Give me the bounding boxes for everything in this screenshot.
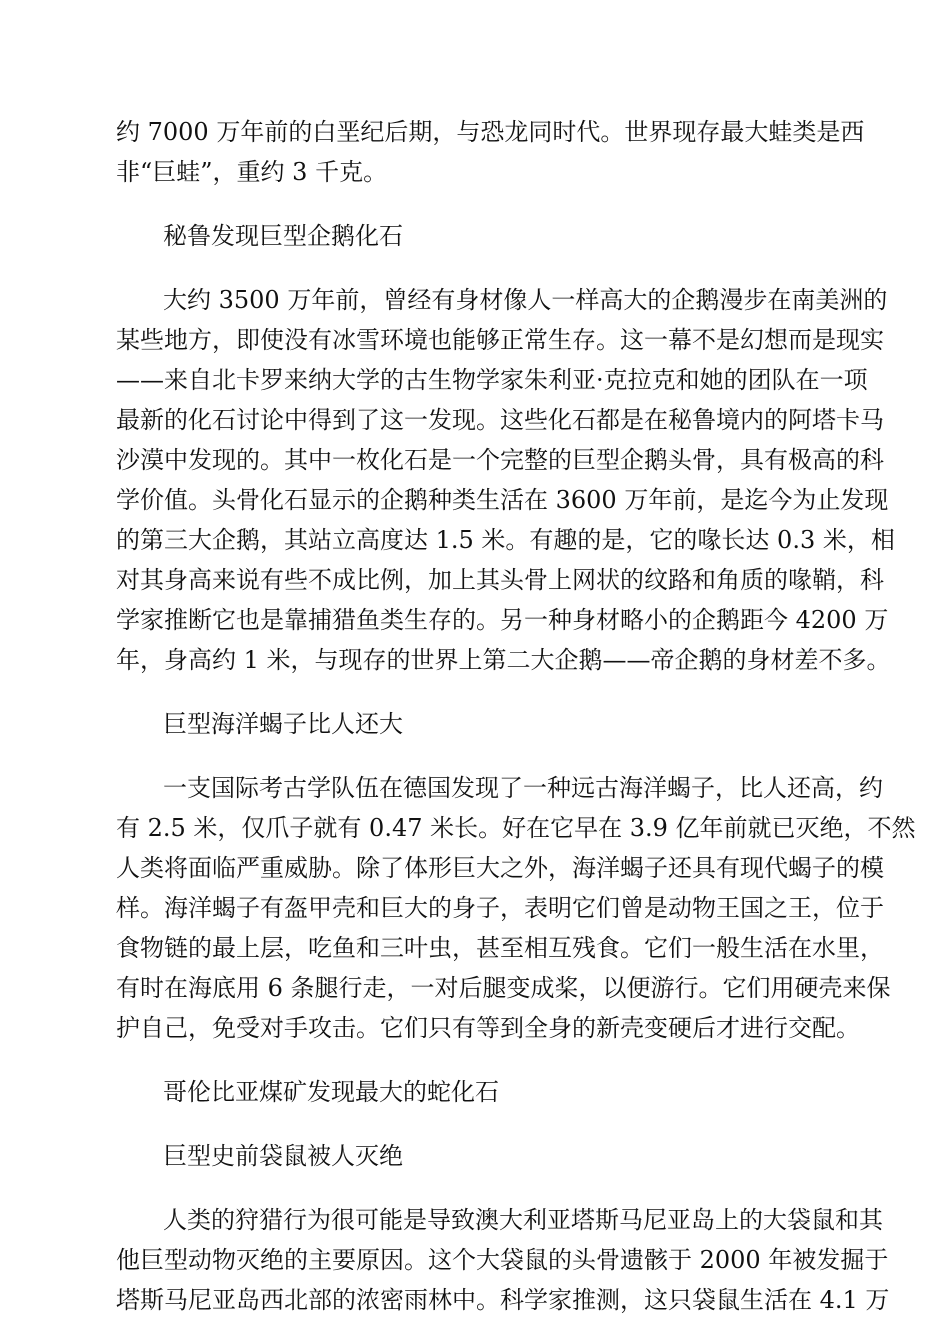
paragraph-penguin (116, 280, 895, 680)
text-line: 人类将面临严重威胁。除了体形巨大之外，海洋蝎子还具有现代蝎子的模 (116, 854, 884, 882)
paragraph-scorpion (116, 768, 916, 1048)
text-line: 一支国际考古学队伍在德国发现了一种远古海洋蝎子，比人还高，约 (163, 774, 883, 802)
text-line: 食物链的最上层，吃鱼和三叶虫，甚至相互残食。它们一般生活在水里， (116, 934, 884, 962)
text-line: 学家推断它也是靠捕猎鱼类生存的。另一种身材略小的企鹅距今 4200 万 (116, 606, 889, 634)
paragraph-frog (116, 112, 865, 192)
text-line: 对其身高来说有些不成比例，加上其头骨上网状的纹路和角质的喙鞘，科 (116, 566, 884, 594)
section-heading-scorpion: 巨型海洋蝎子比人还大 (163, 710, 403, 738)
text-line: 沙漠中发现的。其中一枚化石是一个完整的巨型企鹅头骨，具有极高的科 (116, 446, 884, 474)
paragraph-kangaroo (116, 1200, 890, 1320)
text-line: 最新的化石讨论中得到了这一发现。这些化石都是在秘鲁境内的阿塔卡马 (116, 406, 884, 434)
text-line: 有 2.5 米，仅爪子就有 0.47 米长。好在它早在 3.9 亿年前就已灭绝，不然 (116, 814, 916, 842)
section-heading-kangaroo: 巨型史前袋鼠被人灭绝 (163, 1142, 403, 1170)
text-line: 他巨型动物灭绝的主要原因。这个大袋鼠的头骨遗骸于 2000 年被发掘于 (116, 1246, 889, 1274)
text-line: 样。海洋蝎子有盔甲壳和巨大的身子，表明它们曾是动物王国之王，位于 (116, 894, 884, 922)
text-line: 大约 3500 万年前，曾经有身材像人一样高大的企鹅漫步在南美洲的 (163, 286, 888, 314)
text-line: 非“巨蛙”，重约 3 千克。 (116, 158, 388, 186)
text-line: ——来自北卡罗来纳大学的古生物学家朱利亚·克拉克和她的团队在一项 (116, 366, 868, 394)
text-line: 约 7000 万年前的白垩纪后期，与恐龙同时代。世界现存最大蛙类是西 (116, 118, 865, 146)
text-line: 某些地方，即使没有冰雪环境也能够正常生存。这一幕不是幻想而是现实 (116, 326, 884, 354)
text-line: 人类的狩猎行为很可能是导致澳大利亚塔斯马尼亚岛上的大袋鼠和其 (163, 1206, 883, 1234)
text-line: 有时在海底用 6 条腿行走，一对后腿变成桨，以便游行。它们用硬壳来保 (116, 974, 891, 1002)
section-heading-penguin: 秘鲁发现巨型企鹅化石 (163, 222, 403, 250)
document-page (116, 112, 916, 1320)
text-line: 护自己，免受对手攻击。它们只有等到全身的新壳变硬后才进行交配。 (116, 1014, 860, 1042)
text-line: 塔斯马尼亚岛西北部的浓密雨林中。科学家推测，这只袋鼠生活在 4.1 万 (116, 1286, 890, 1314)
text-line: 学价值。头骨化石显示的企鹅种类生活在 3600 万年前，是迄今为止发现 (116, 486, 889, 514)
text-line: 年，身高约 1 米，与现存的世界上第二大企鹅——帝企鹅的身材差不多。 (116, 646, 891, 674)
section-heading-snake: 哥伦比亚煤矿发现最大的蛇化石 (163, 1078, 499, 1106)
text-line: 的第三大企鹅，其站立高度达 1.5 米。有趣的是，它的喙长达 0.3 米，相 (116, 526, 895, 554)
